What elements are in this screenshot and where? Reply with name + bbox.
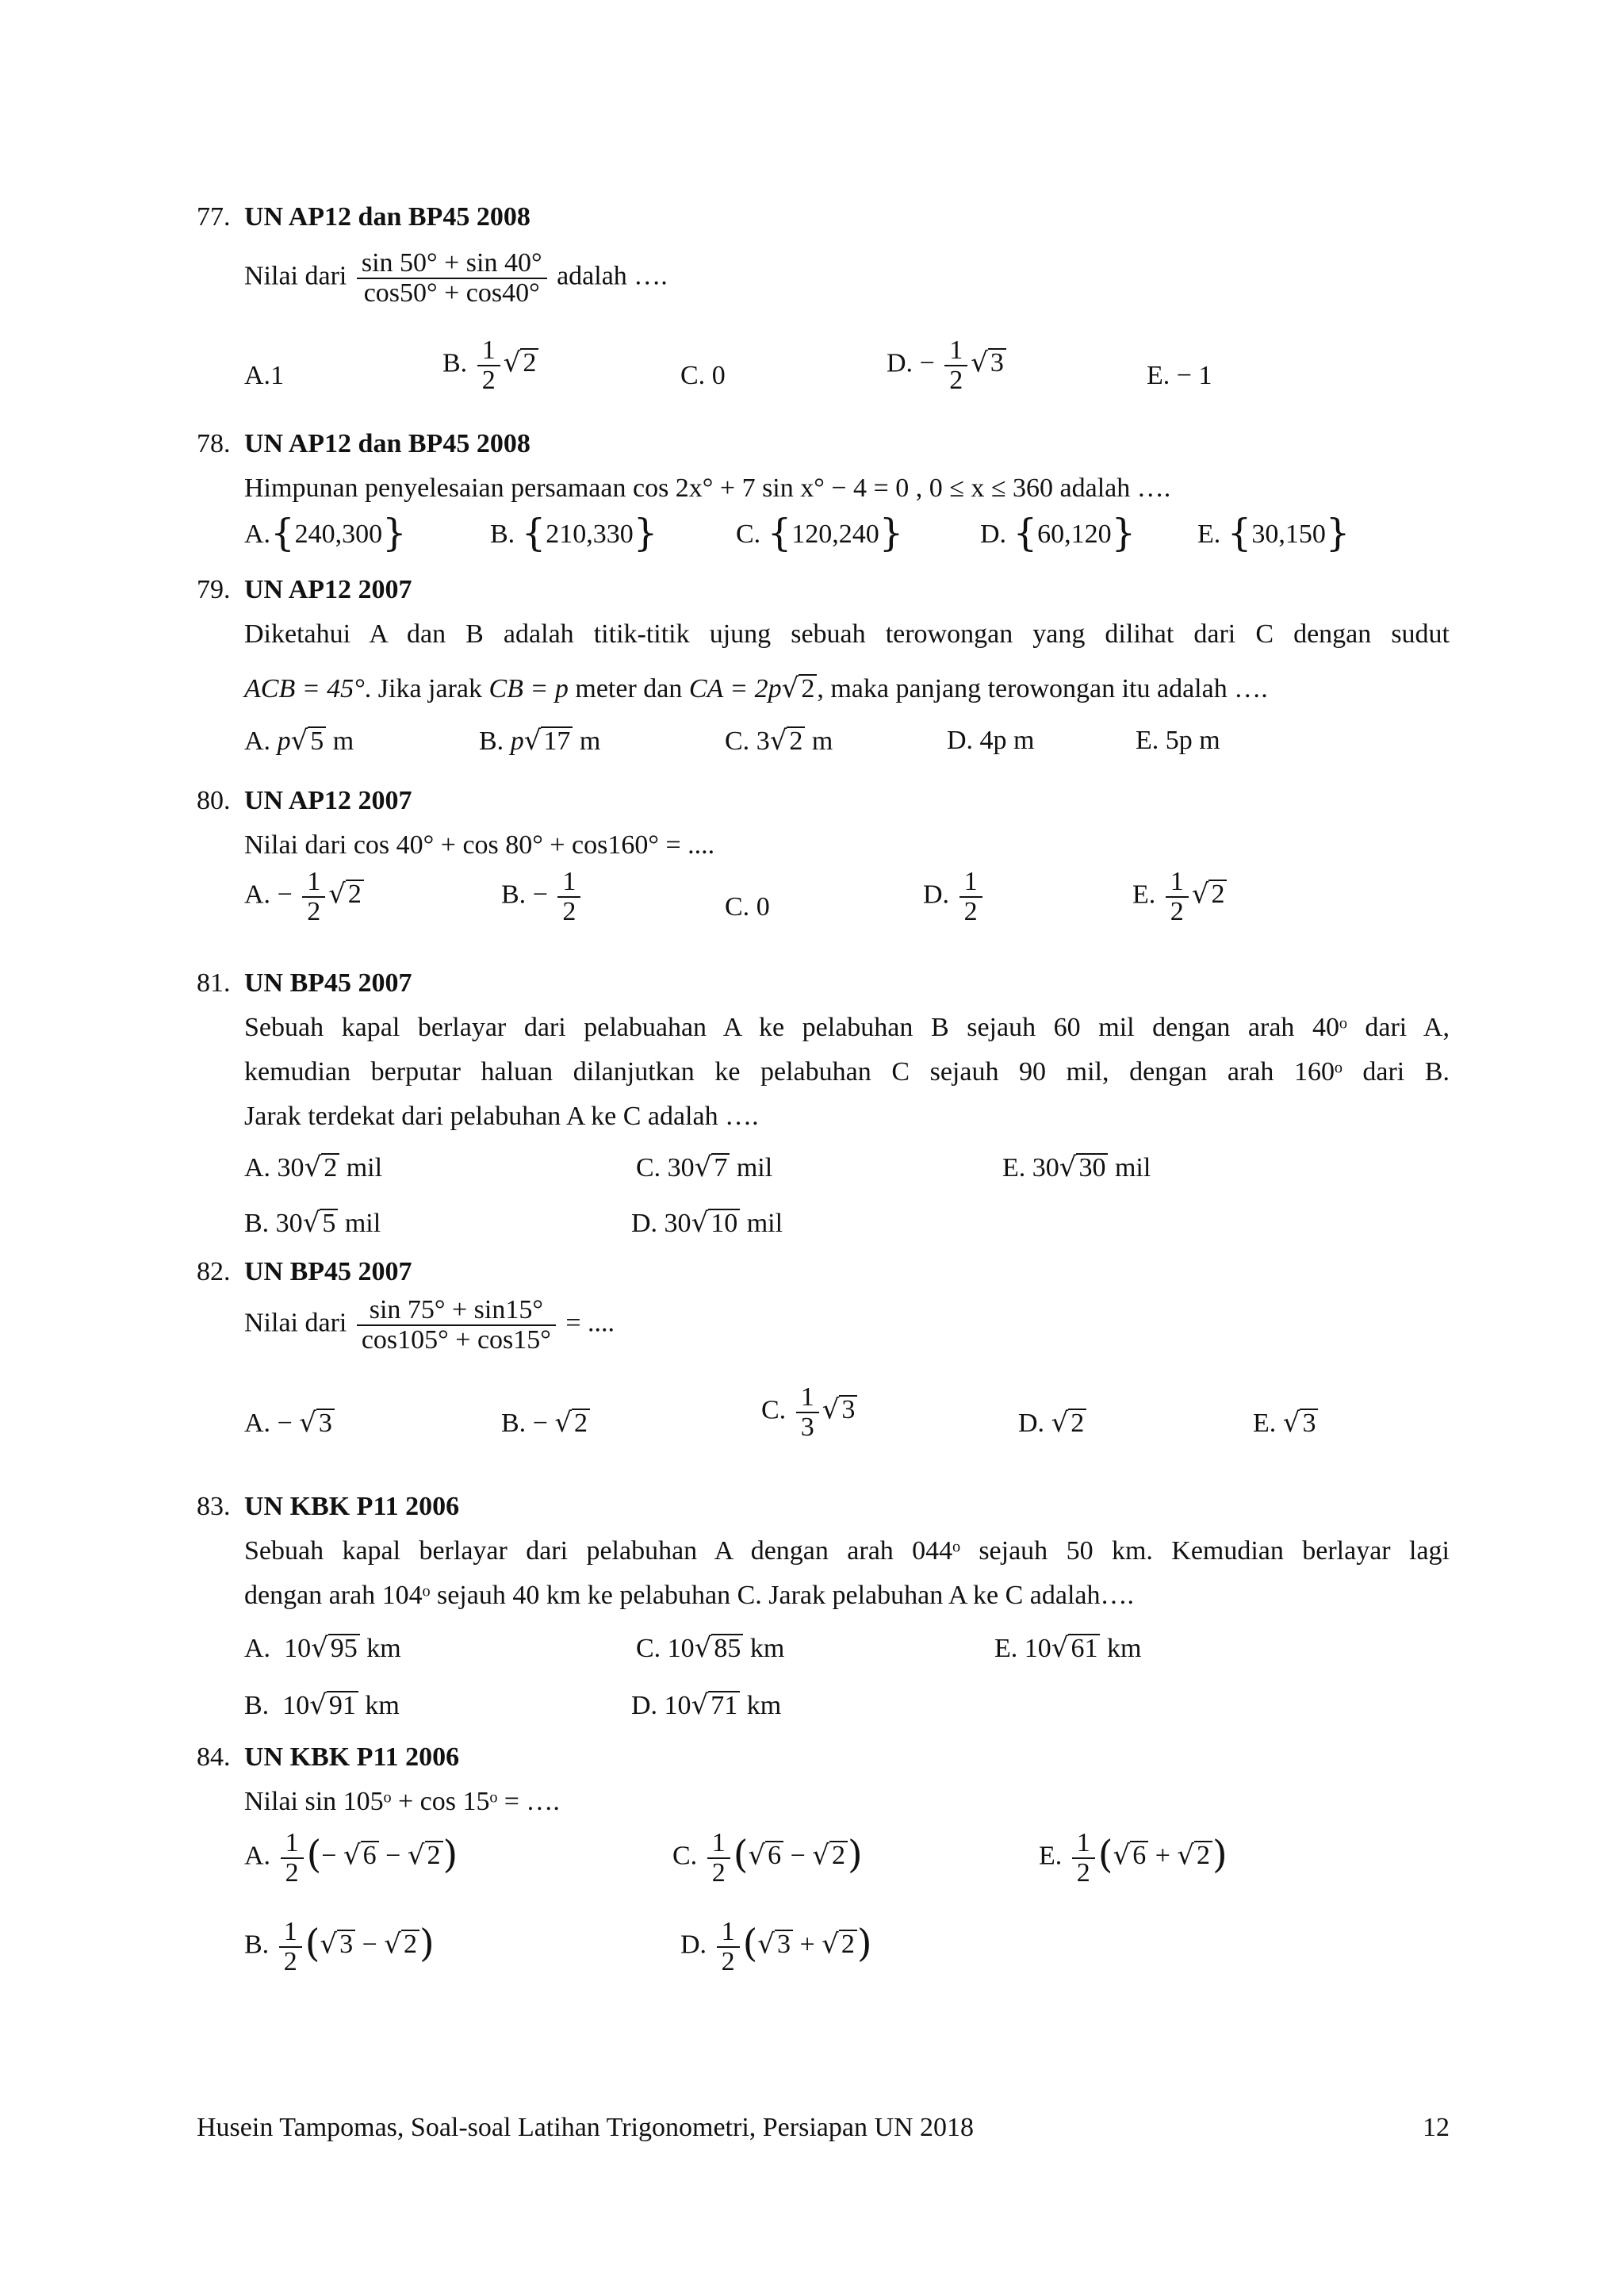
option-c: C. $\frac{1}{3}$ √3 [761, 1383, 857, 1441]
option-c: C. 30√7 mil [636, 1152, 773, 1183]
option-b: B. 30√5 mil [244, 1207, 381, 1239]
question-title: UN BP45 2007 [244, 1257, 412, 1286]
question-text: Nilai dari $\frac{\sin 75^\circ + \sin 15^\circ}{\cos 105^\circ + \cos 15^\circ}$ = .... [244, 1295, 615, 1355]
option-b: B. − √2 [501, 1401, 590, 1446]
option-b: B. 10√91 km [244, 1689, 400, 1721]
option-a: A. p√5 m [244, 725, 354, 757]
question-text-line: dengan arah 104ᵒ sejauh 40 km ke pelabuhan C. Jarak pelabuhan A ke C adalah…. [244, 1581, 1135, 1610]
option-c: C. 10√85 km [636, 1632, 785, 1664]
option-a: A. $\frac{1}{2}$ (− √6 − √2) [244, 1828, 458, 1888]
question-title: UN AP12 dan BP45 2008 [244, 202, 530, 232]
question-text-line: Sebuah kapal berlayar dari pelabuahan A ke pelabuhan B sejauh 60 mil dengan arah 40ᵒ dari A, [244, 1013, 1450, 1042]
fraction [357, 249, 547, 307]
question-text: Nilai dari cos 40° + cos 80° + cos160° = .... [244, 830, 715, 860]
option-d: D. √2 [1018, 1401, 1086, 1446]
question-number: 80. [197, 786, 231, 815]
option-b: B. $\frac{1}{2}$ (√3 − √2) [244, 1917, 435, 1976]
footer-citation: Husein Tampomas, Soal-soal Latihan Trigonometri, Persiapan UN 2018 [197, 2113, 975, 2142]
option-a: A. − $\frac{1}{2}$ √2 [244, 868, 364, 926]
question-number: 84. [197, 1742, 231, 1772]
option-c: C. $\frac{1}{2}$ (√6 − √2) [672, 1828, 863, 1888]
question-text-line: Sebuah kapal berlayar dari pelabuhan A dengan arah 044ᵒ sejauh 50 km. Kemudian berlayar lagi [244, 1536, 1450, 1566]
question-text [244, 249, 668, 307]
question-title: UN KBK P11 2006 [244, 1492, 460, 1521]
option-c: C. 0 [680, 361, 726, 390]
option-e: E. $\frac{1}{2}$ (√6 + √2) [1039, 1828, 1228, 1888]
option-e: E. 5p m [1136, 726, 1220, 755]
option-e: E. − 1 [1147, 361, 1212, 390]
question-number: 81. [197, 968, 231, 998]
option-d: D. $\frac{1}{2}$ (√3 + √2) [680, 1917, 872, 1976]
question-title: UN AP12 2007 [244, 575, 412, 604]
page-number: 12 [1423, 2113, 1450, 2142]
option-c: C. {120,240} [736, 511, 904, 555]
question-title: UN AP12 2007 [244, 786, 412, 815]
question-number: 77. [197, 202, 231, 232]
question-title: UN KBK P11 2006 [244, 1742, 460, 1772]
question-text-line: Jarak terdekat dari pelabuhan A ke C adalah …. [244, 1102, 759, 1131]
option-d: D. − $\frac{1}{2}$ √3 [887, 336, 1006, 394]
question-number: 82. [197, 1257, 231, 1286]
option-c: C. 0 [725, 892, 770, 922]
option-a: A.{240,300} [244, 511, 407, 555]
numerator: sin 50° + sin 40° [357, 249, 547, 279]
question-number: 79. [197, 575, 231, 604]
question-number: 83. [197, 1492, 231, 1521]
option-c: C. 3√2 m [725, 725, 833, 757]
option-a: A. − √3 [244, 1401, 335, 1446]
option-b: B. {210,330} [490, 511, 658, 555]
question-text-line: kemudian berputar haluan dilanjutkan ke pelabuhan C sejauh 90 mil, dengan arah 160ᵒ dari B. [244, 1057, 1450, 1087]
question-number: 78. [197, 429, 231, 458]
option-d: D. 4p m [947, 726, 1035, 755]
option-b: B. p√17 m [479, 725, 601, 757]
option-d: D. 10√71 km [631, 1689, 782, 1721]
option-b: B. − $\frac{1}{2}$ [501, 868, 584, 926]
denominator: cos50° + cos40° [363, 278, 540, 308]
question-text: Himpunan penyelesaian persamaan cos 2x° + 7 sin x° − 4 = 0 , 0 ≤ x ≤ 360 adalah …. [244, 473, 1171, 503]
option-d: D. $\frac{1}{2}$ [923, 868, 986, 926]
option-e: E. 10√61 km [994, 1632, 1142, 1664]
option-a: A. 30√2 mil [244, 1152, 383, 1183]
option-d: D. 30√10 mil [631, 1207, 783, 1239]
option-a: A. 10√95 km [244, 1632, 401, 1664]
question-title: UN BP45 2007 [244, 968, 412, 998]
question-title: UN AP12 dan BP45 2008 [244, 429, 530, 458]
option-e: E. $\frac{1}{2}$ √2 [1132, 868, 1227, 926]
option-e: E. {30,150} [1197, 511, 1350, 555]
prefix-text: Nilai dari [244, 261, 347, 291]
question-text-line: Diketahui A dan B adalah titik-titik ujung sebuah terowongan yang dilihat dari C dengan sudut [244, 619, 1450, 649]
option-d: D. {60,120} [980, 511, 1136, 555]
question-text-line: ACB = 45°. Jika jarak CB = p meter dan CA = 2p√2, maka panjang terowongan itu adalah …. [244, 673, 1268, 704]
question-text: Nilai sin 105ᵒ + cos 15ᵒ = …. [244, 1787, 560, 1816]
option-b: B. $\frac{1}{2}$ √2 [442, 336, 538, 394]
option-a: A.1 [244, 361, 285, 390]
suffix-text: adalah …. [557, 261, 668, 291]
option-e: E. 30√30 mil [1002, 1152, 1151, 1183]
option-e: E. √3 [1253, 1401, 1318, 1446]
